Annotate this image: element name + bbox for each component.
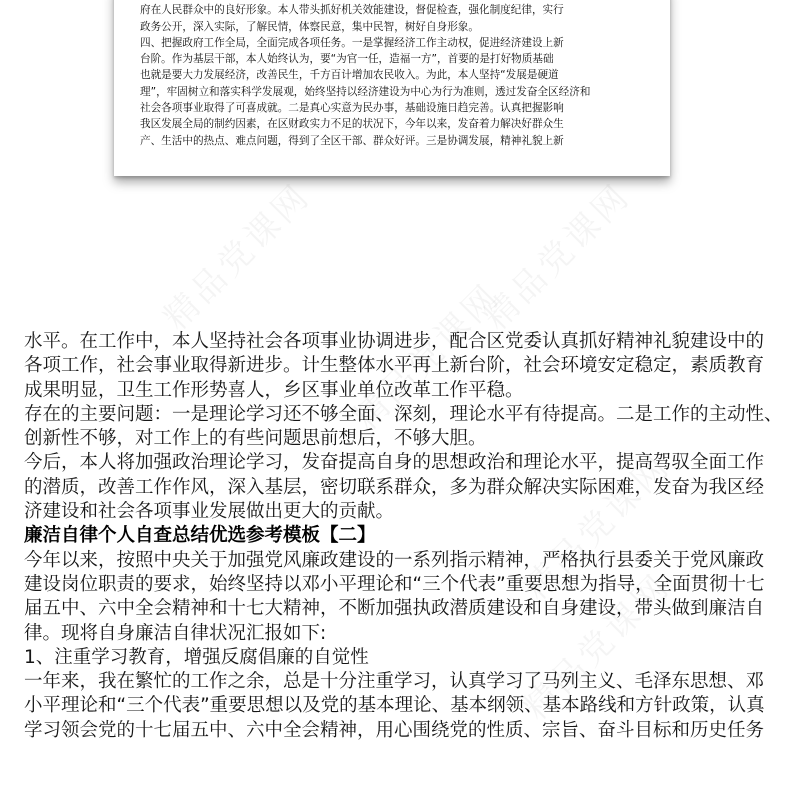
paragraph-line: 今年以来，按照中央关于加强党风廉政建设的一系列指示精神，严格执行县委关于党风廉政 [24,549,765,571]
preview-line: 理”，牢固树立和落实科学发展观，始终坚持以经济建设为中心为行为准则，透过发奋全区经济和 [140,85,591,98]
paragraph-line: 一年来，我在繁忙的工作之余，总是十分注重学习，认真学习了马列主义、毛泽东思想、邓 [24,671,765,693]
paragraph-line: 建设岗位职责的要求，始终坚持以邓小平理论和“三个代表”重要思想为指导，全面贯彻十七 [24,573,765,595]
section-heading: 廉洁自律个人自查总结优选参考模板【二】 [24,525,376,547]
document-body [24,330,784,743]
document-preview-card [114,0,670,176]
preview-line: 府在人民群众中的良好形象。本人带头抓好机关效能建设，督促检查，强化制度纪律，实行 [140,4,564,17]
preview-line: 政务公开，深入实际，了解民情，体察民意，集中民智，树好自身形象。 [140,20,479,33]
subsection-heading: 1、注重学习教育，增强反腐倡廉的自觉性 [24,646,369,668]
preview-line: 台阶。作为基层干部，本人始终认为，要“为官一任，造福一方”，首要的是打好物质基础 [140,53,554,66]
paragraph-line: 的潜质，改善工作作风，深入基层，密切联系群众，多为群众解决实际困难，发奋为我区经 [24,476,765,498]
preview-text [140,0,650,149]
preview-line: 也就是要大力发展经济，改善民生，千方百计增加农民收入。为此，本人坚持“发展是硬道 [140,69,559,82]
paragraph-line: 小平理论和“三个代表”重要思想以及党的基本理论、基本纲领、基本路线和方针政策，认真 [24,695,765,717]
preview-line: 我区发展全局的制约因素，在区财政实力不足的状况下，今年以来，发奋着力解决好群众生 [140,118,564,131]
paragraph-line: 届五中、六中全会精神和十七大精神，不断加强执政潜质建设和自身建设，带头做到廉洁自 [24,598,765,620]
paragraph-line: 济建设和社会各项事业发展做出更大的贡献。 [24,501,395,523]
preview-line: 产、生活中的热点、难点问题，得到了全区干部、群众好评。三是协调发展，精神礼貌上新 [140,134,564,147]
paragraph-line: 学习领会党的十七届五中、六中全会精神，用心围绕党的性质、宗旨、奋斗目标和历史任务 [24,719,765,741]
preview-line: 四、把握政府工作全局，全面完成各项任务。一是掌握经济工作主动权，促进经济建设上新 [140,36,564,49]
paragraph-line: 存在的主要问题：一是理论学习还不够全面、深刻，理论水平有待提高。二是工作的主动性、 [24,403,783,425]
paragraph-line: 各项工作，社会事业取得新进步。计生整体水平再上新台阶，社会环境安定稳定，素质教育 [24,355,765,377]
preview-line: 社会各项事业取得了可喜成就。二是真心实意为民办事，基础设施日趋完善。认真把握影响 [140,102,564,115]
paragraph-line: 律。现将自身廉洁自律状况汇报如下: [24,622,327,644]
paragraph-line: 水平。在工作中，本人坚持社会各项事业协调进步，配合区党委认真抓好精神礼貌建设中的 [24,331,765,352]
paragraph-line: 今后，本人将加强政治理论学习，发奋提高自身的思想政治和理论水平，提高驾驭全面工作 [24,452,765,474]
watermark [471,170,640,339]
paragraph-line: 创新性不够，对工作上的有些问题思前想后，不够大胆。 [24,428,487,450]
watermark [151,170,320,339]
paragraph-line: 成果明显，卫生工作形势喜人，乡区事业单位改革工作平稳。 [24,379,524,401]
